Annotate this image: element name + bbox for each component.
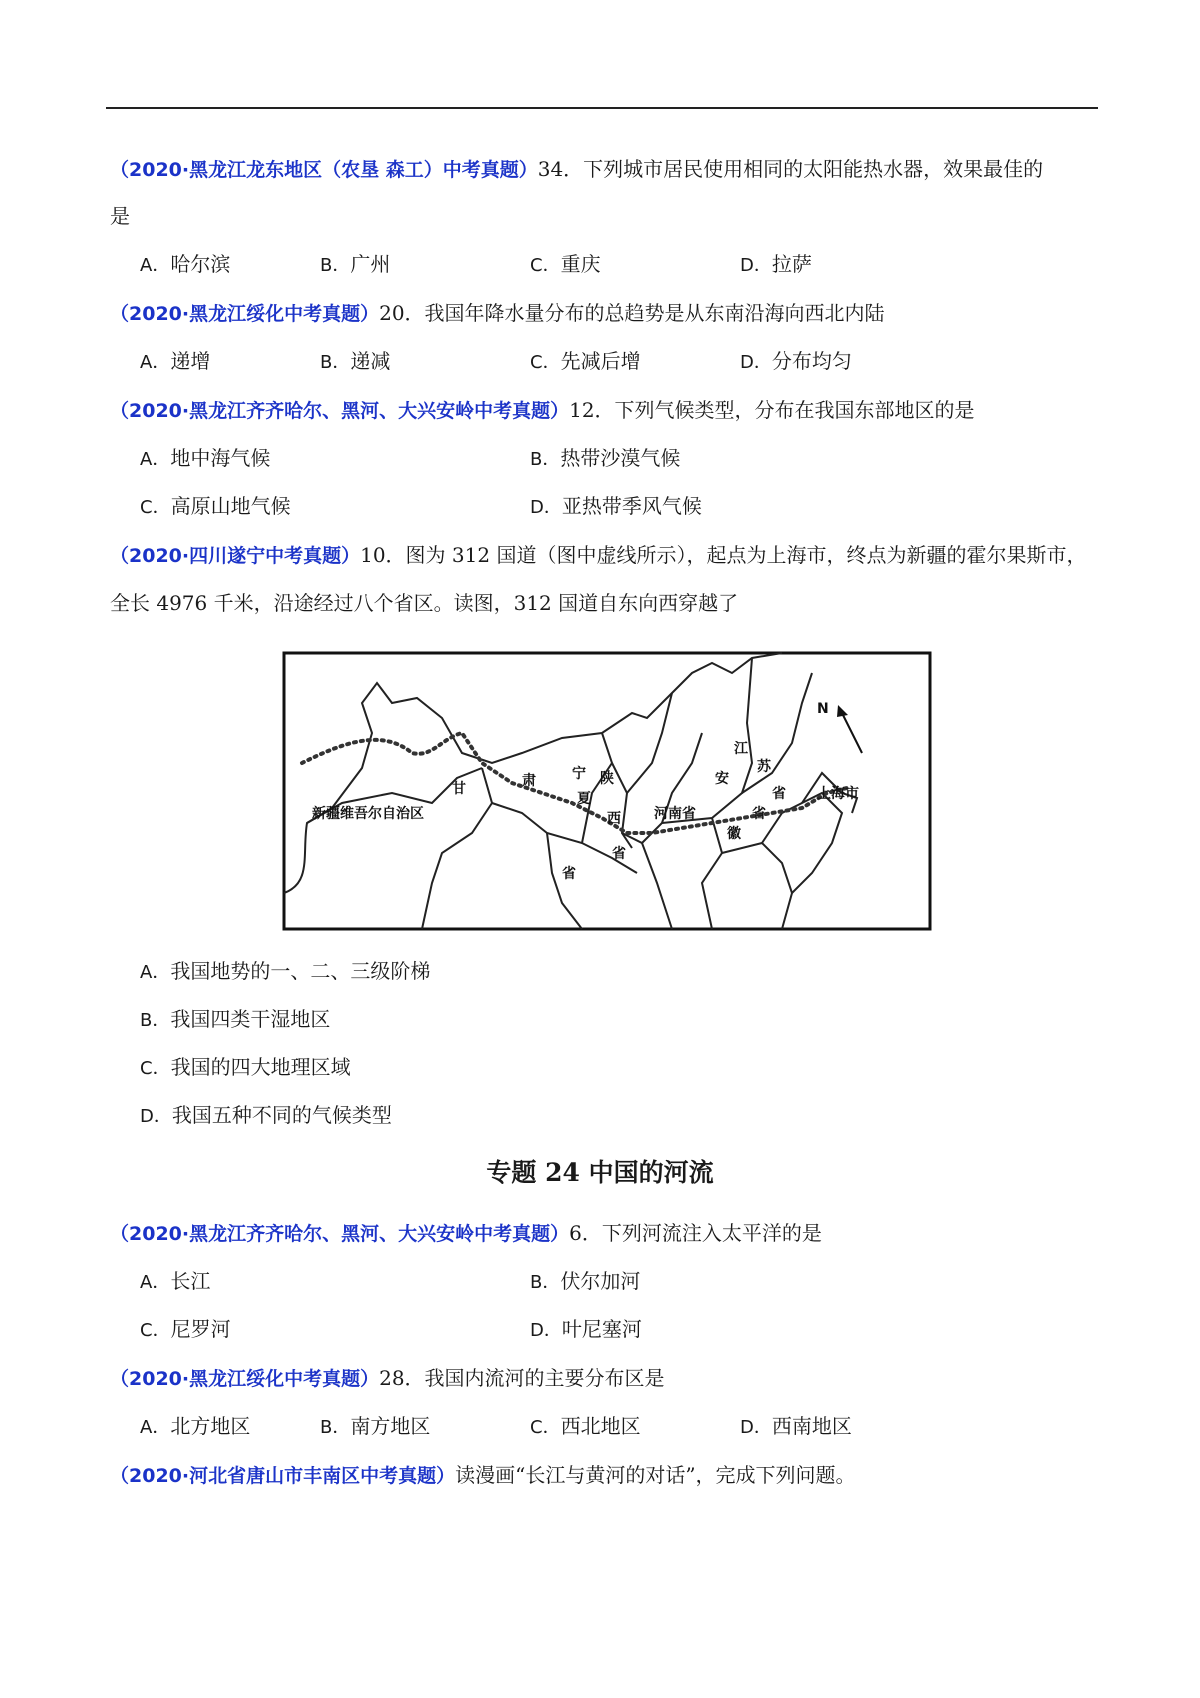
option-b: B．伏尔加河 [530, 1269, 641, 1293]
label-sheng-4: 省 [772, 786, 786, 802]
option-d: D．亚热带季风气候 [530, 494, 702, 518]
question-source: （2020·河北省唐山市丰南区中考真题） [110, 1465, 456, 1487]
option-a: A．我国地势的一、二、三级阶梯 [140, 959, 431, 983]
question-source: （2020·四川遂宁中考真题） [110, 545, 361, 567]
question-text: 10．图为 312 国道（图中虚线所示），起点为上海市，终点为新疆的霍尔果斯市， [360, 543, 1087, 567]
label-sheng-1: 省 [562, 866, 576, 882]
label-shanghai: 上海市 [817, 786, 859, 802]
label-hui: 徽 [727, 826, 741, 842]
question-10-stem [110, 541, 1086, 570]
option-c: C．尼罗河 [140, 1317, 231, 1341]
option-d: D．我国五种不同的气候类型 [140, 1103, 392, 1127]
option-c: C．先减后增 [530, 349, 641, 373]
question-10-stem-cont: 全长 4976 千米，沿途经过八个省区。读图，312 国道自东向西穿越了 [110, 591, 739, 615]
option-c: C．西北地区 [530, 1414, 641, 1438]
question-12-stem [110, 396, 975, 425]
option-a: A．地中海气候 [140, 446, 271, 470]
label-gan: 甘 [452, 781, 466, 797]
question-source: （2020·黑龙江绥化中考真题） [110, 1368, 380, 1390]
question-source: （2020·黑龙江绥化中考真题） [110, 303, 380, 325]
label-sheng-3: 省 [752, 806, 766, 822]
question-source: （2020·黑龙江齐齐哈尔、黑河、大兴安岭中考真题） [110, 1223, 570, 1245]
north-label: N [817, 701, 829, 717]
question-text: 12．下列气候类型，分布在我国东部地区的是 [569, 398, 975, 422]
route-312-map [282, 643, 934, 933]
option-d: D．西南地区 [740, 1414, 852, 1438]
option-a: A．哈尔滨 [140, 252, 231, 276]
question-34-stem-cont: 是 [110, 204, 130, 228]
label-shaan: 陕 [600, 771, 614, 787]
label-jiang: 江 [734, 741, 748, 757]
label-xi: 西 [607, 811, 621, 827]
option-d: D．分布均匀 [740, 349, 852, 373]
option-c: C．我国的四大地理区域 [140, 1055, 351, 1079]
option-a: A．北方地区 [140, 1414, 251, 1438]
option-b: B．广州 [320, 252, 391, 276]
question-text: 34．下列城市居民使用相同的太阳能热水器，效果最佳的 [537, 157, 1044, 181]
label-an: 安 [715, 771, 729, 787]
question-text: 6．下列河流注入太平洋的是 [569, 1221, 822, 1245]
option-b: B．递减 [320, 349, 391, 373]
option-a: A．递增 [140, 349, 211, 373]
question-text: 读漫画“长江与黄河的对话”，完成下列问题。 [455, 1463, 856, 1487]
label-sheng-2: 省 [612, 846, 626, 862]
question-6-stem [110, 1219, 822, 1248]
question-text: 28．我国内流河的主要分布区是 [379, 1366, 665, 1390]
label-henan: 河南省 [654, 806, 696, 822]
label-ning: 宁 [572, 766, 586, 782]
question-source: （2020·黑龙江齐齐哈尔、黑河、大兴安岭中考真题） [110, 400, 570, 422]
question-text: 20．我国年降水量分布的总趋势是从东南沿海向西北内陆 [379, 301, 885, 325]
label-xia: 夏 [577, 791, 591, 807]
question-source: （2020·黑龙江龙东地区（农垦 森工）中考真题） [110, 159, 538, 181]
header-rule [106, 107, 1098, 109]
label-su: 肃 [522, 773, 536, 789]
option-c: C．高原山地气候 [140, 494, 291, 518]
option-a: A．长江 [140, 1269, 211, 1293]
section-title: 专题 24 中国的河流 [486, 1158, 714, 1187]
label-xinjiang: 新疆维吾尔自治区 [312, 806, 424, 822]
question-20-stem [110, 299, 885, 328]
option-c: C．重庆 [530, 252, 601, 276]
question-34-stem [110, 155, 1043, 184]
option-b: B．热带沙漠气候 [530, 446, 681, 470]
label-su-2: 苏 [757, 759, 771, 775]
option-b: B．南方地区 [320, 1414, 431, 1438]
question-comic-stem [110, 1461, 856, 1490]
option-b: B．我国四类干湿地区 [140, 1007, 331, 1031]
option-d: D．拉萨 [740, 252, 812, 276]
option-d: D．叶尼塞河 [530, 1317, 642, 1341]
question-28-stem [110, 1364, 665, 1393]
